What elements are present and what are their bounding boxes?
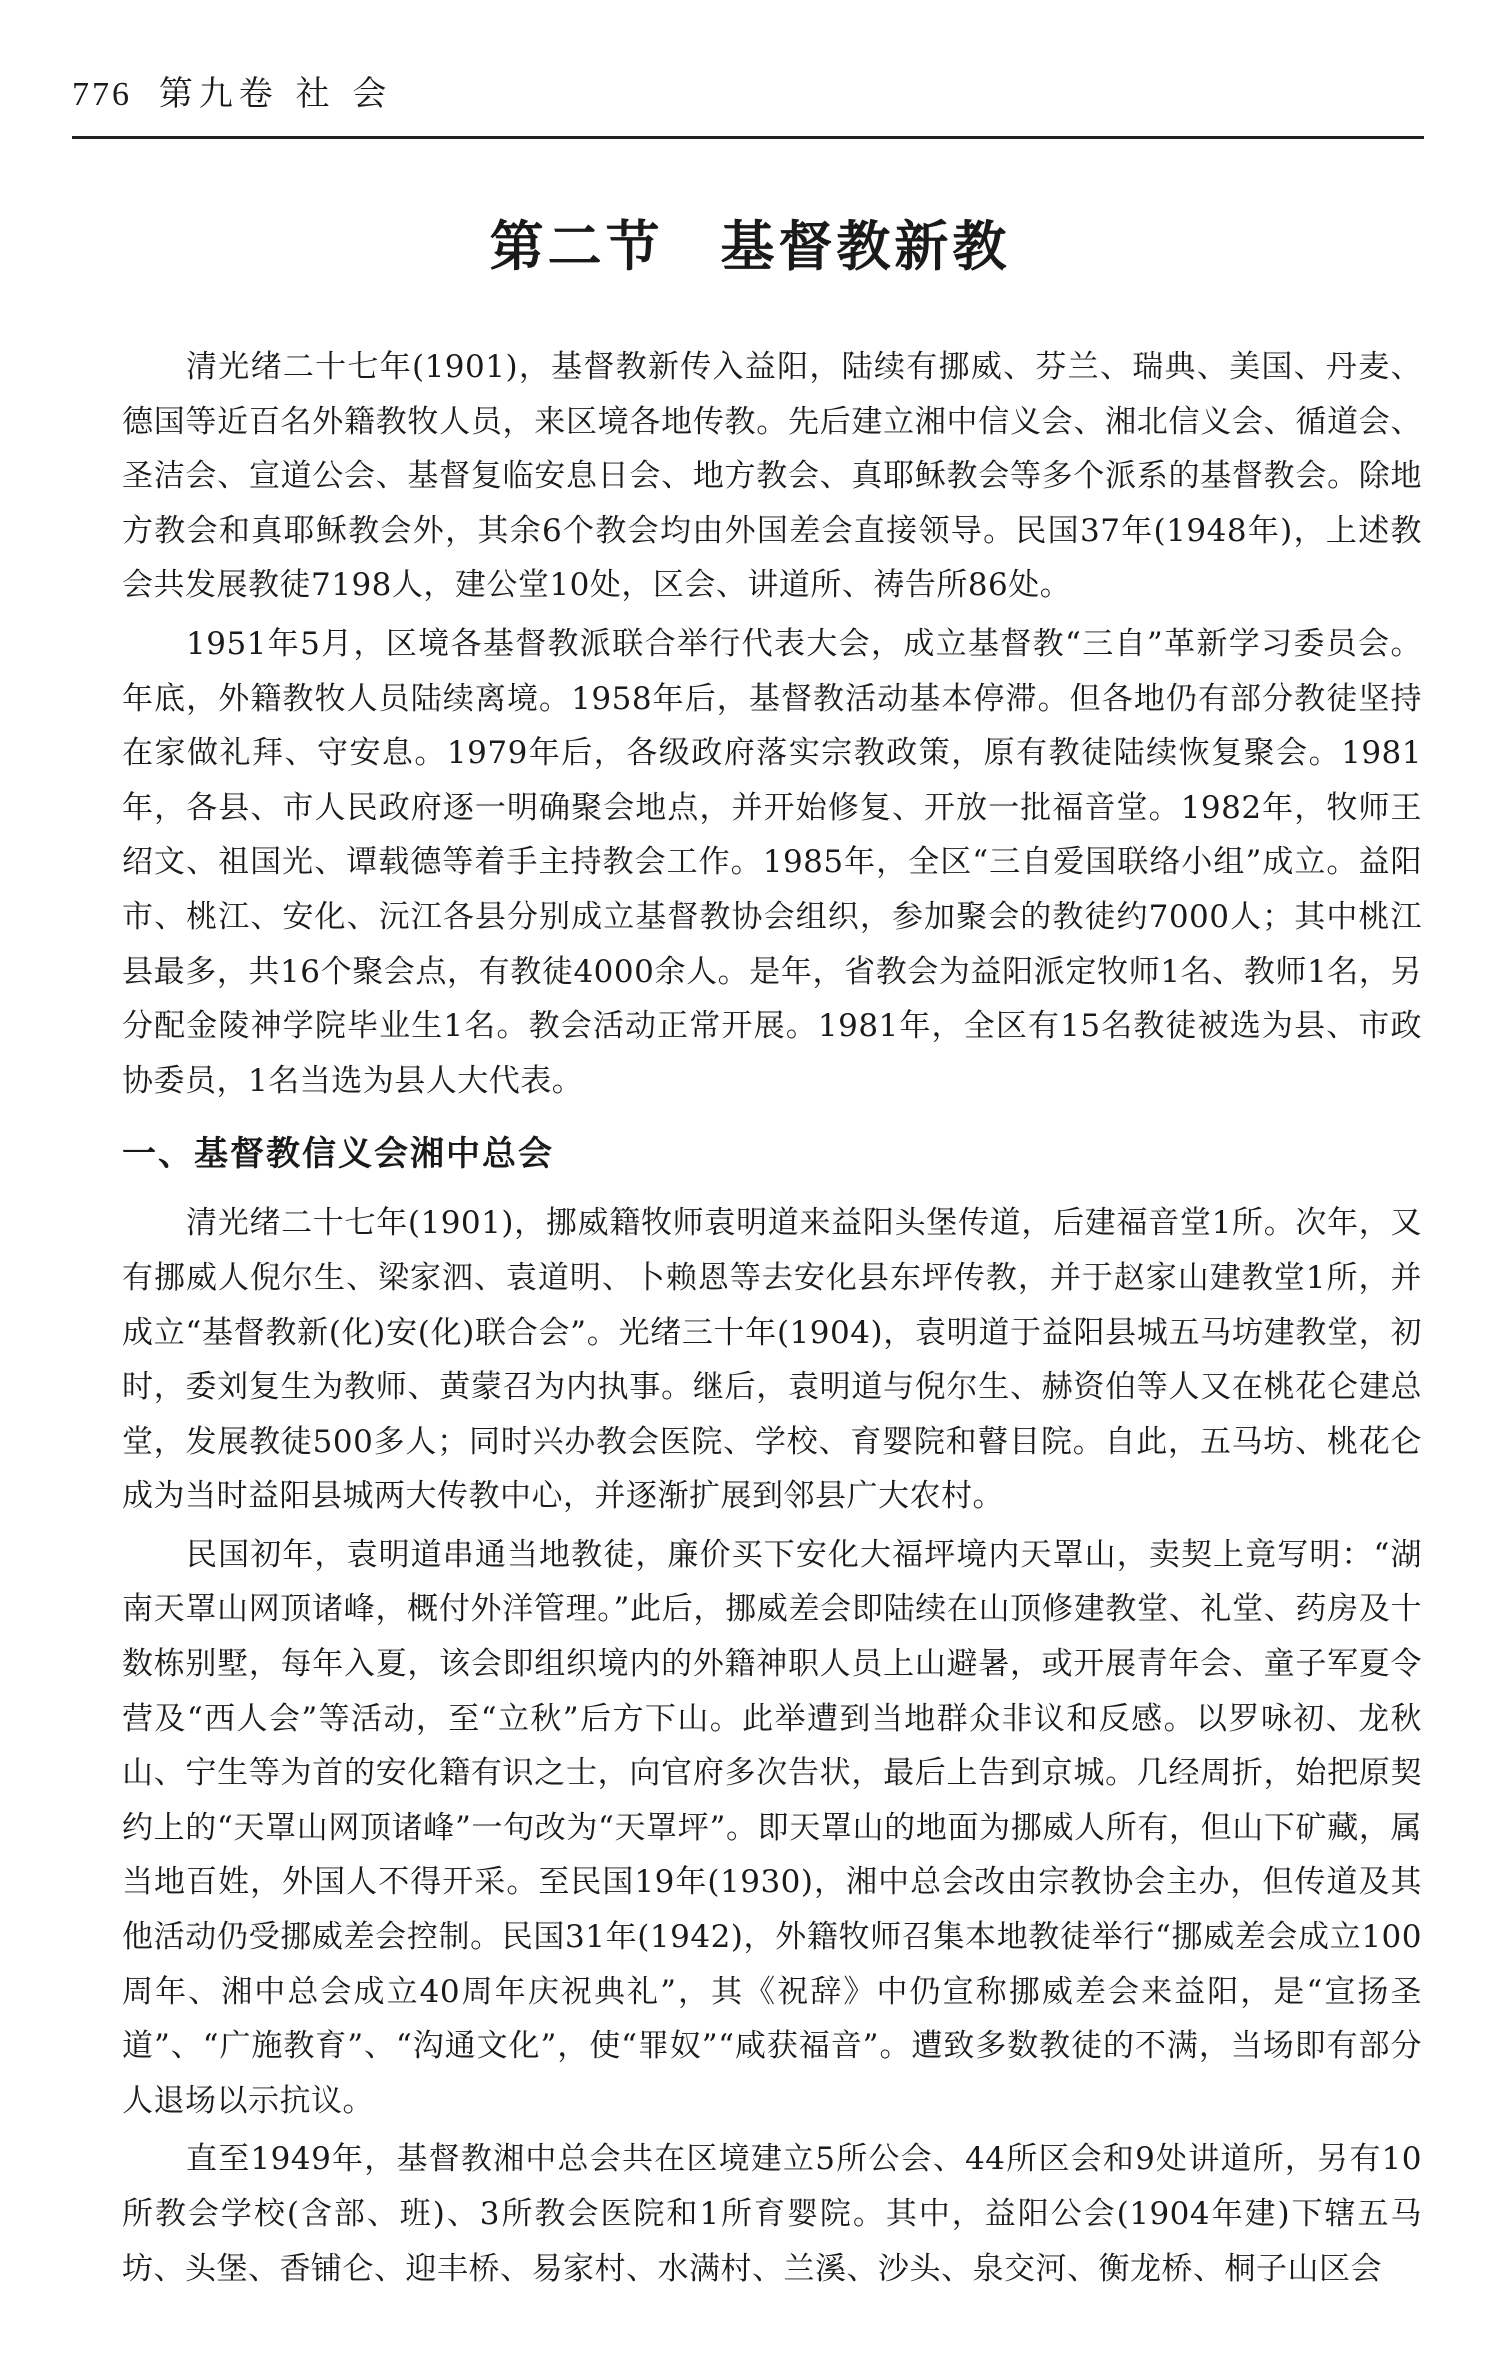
section-title: 第二节 基督教新教 <box>489 215 1011 278</box>
paragraph-intro: 清光绪二十七年(1901)，基督教新传入益阳，陆续有挪威、芬兰、瑞典、美国、丹麦、德国等近百名外籍教牧人员，来区境各地传教。先后建立湘中信义会、湘北信义会、循道会、圣洁会、宣道公会、基督复临安息日会、地方教会、真耶稣教会等多个派系的基督教会。除地方教会和真耶稣教会外，其余6个教会均由外国差会直接领导。民国37年(1948年)，上述教会共发展教徒7198人，建公堂10处，区会、讲道所、祷告所86处。 <box>122 349 1422 604</box>
paragraph-1949: 直至1949年，基督教湘中总会共在区境建立5所公会、44所区会和9处讲道所，另有10所教会学校(含部、班)、3所教会医院和1所育婴院。其中，益阳公会(1904年建)下辖五马坊、头堡、香铺仑、迎丰桥、易家村、水满村、兰溪、沙头、泉交河、衡龙桥、桐子山区会 <box>122 2141 1422 2287</box>
paragraph-history: 清光绪二十七年(1901)，挪威籍牧师袁明道来益阳头堡传道，后建福音堂1所。次年，又有挪威人倪尔生、梁家泗、袁道明、卜赖恩等去安化县东坪传教，并于赵家山建教堂1所，并成立“基督教新(化)安(化)联合会”。光绪三十年(1904)，袁明道于益阳县城五马坊建教堂，初时，委刘复生为教师、黄蒙召为内执事。继后，袁明道与倪尔生、赫资伯等人又在桃花仑建总堂，发展教徒500多人；同时兴办教会医院、学校、育婴院和瞽目院。自此，五马坊、桃花仑成为当时益阳县城两大传教中心，并逐渐扩展到邻县广大农村。 <box>122 1205 1422 1515</box>
body-text <box>122 340 1422 2296</box>
page-number: 776 <box>72 76 132 113</box>
running-header <box>72 74 1422 130</box>
paragraph-tianzhaoshan: 民国初年，袁明道串通当地教徒，廉价买下安化大福坪境内天罩山，卖契上竟写明：“湖南天罩山网顶诸峰，概付外洋管理。”此后，挪威差会即陆续在山顶修建教堂、礼堂、药房及十数栋别墅，每年入夏，该会即组织境内的外籍神职人员上山避暑，或开展青年会、童子军夏令营及“西人会”等活动，至“立秋”后方下山。此举遭到当地群众非议和反感。以罗咏初、龙秋山、宁生等为首的安化籍有识之士，向官府多次告状，最后上告到京城。几经周折，始把原契约上的“天罩山网顶诸峰”一句改为“天罩坪”。即天罩山的地面为挪威人所有，但山下矿藏，属当地百姓，外国人不得开采。至民国19年(1930)，湘中总会改由宗教协会主办，但传道及其他活动仍受挪威差会控制。民国31年(1942)，外籍牧师召集本地教徒举行“挪威差会成立100周年、湘中总会成立40周年庆祝典礼”，其《祝辞》中仍宣称挪威差会来益阳，是“宣扬圣道”、“广施教育”、“沟通文化”，使“罪奴”“咸获福音”。遭致多数教徒的不满，当场即有部分人退场以示抗议。 <box>122 1536 1422 2119</box>
volume-title: 第九卷 社 会 <box>158 74 393 114</box>
subsection-heading: 一、基督教信义会湘中总会 <box>122 1134 554 1175</box>
header-rule <box>72 136 1424 139</box>
paragraph-1951: 1951年5月，区境各基督教派联合举行代表大会，成立基督教“三自”革新学习委员会。年底，外籍教牧人员陆续离境。1958年后，基督教活动基本停滞。但各地仍有部分教徒坚持在家做礼拜、守安息。1979年后，各级政府落实宗教政策，原有教徒陆续恢复聚会。1981年，各县、市人民政府逐一明确聚会地点，并开始修复、开放一批福音堂。1982年，牧师王绍文、祖国光、谭载德等着手主持教会工作。1985年，全区“三自爱国联络小组”成立。益阳市、桃江、安化、沅江各县分别成立基督教协会组织，参加聚会的教徒约7000人；其中桃江县最多，共16个聚会点，有教徒4000余人。是年，省教会为益阳派定牧师1名、教师1名，另分配金陵神学院毕业生1名。教会活动正常开展。1981年，全区有15名教徒被选为县、市政协委员，1名当选为县人大代表。 <box>122 625 1422 1099</box>
